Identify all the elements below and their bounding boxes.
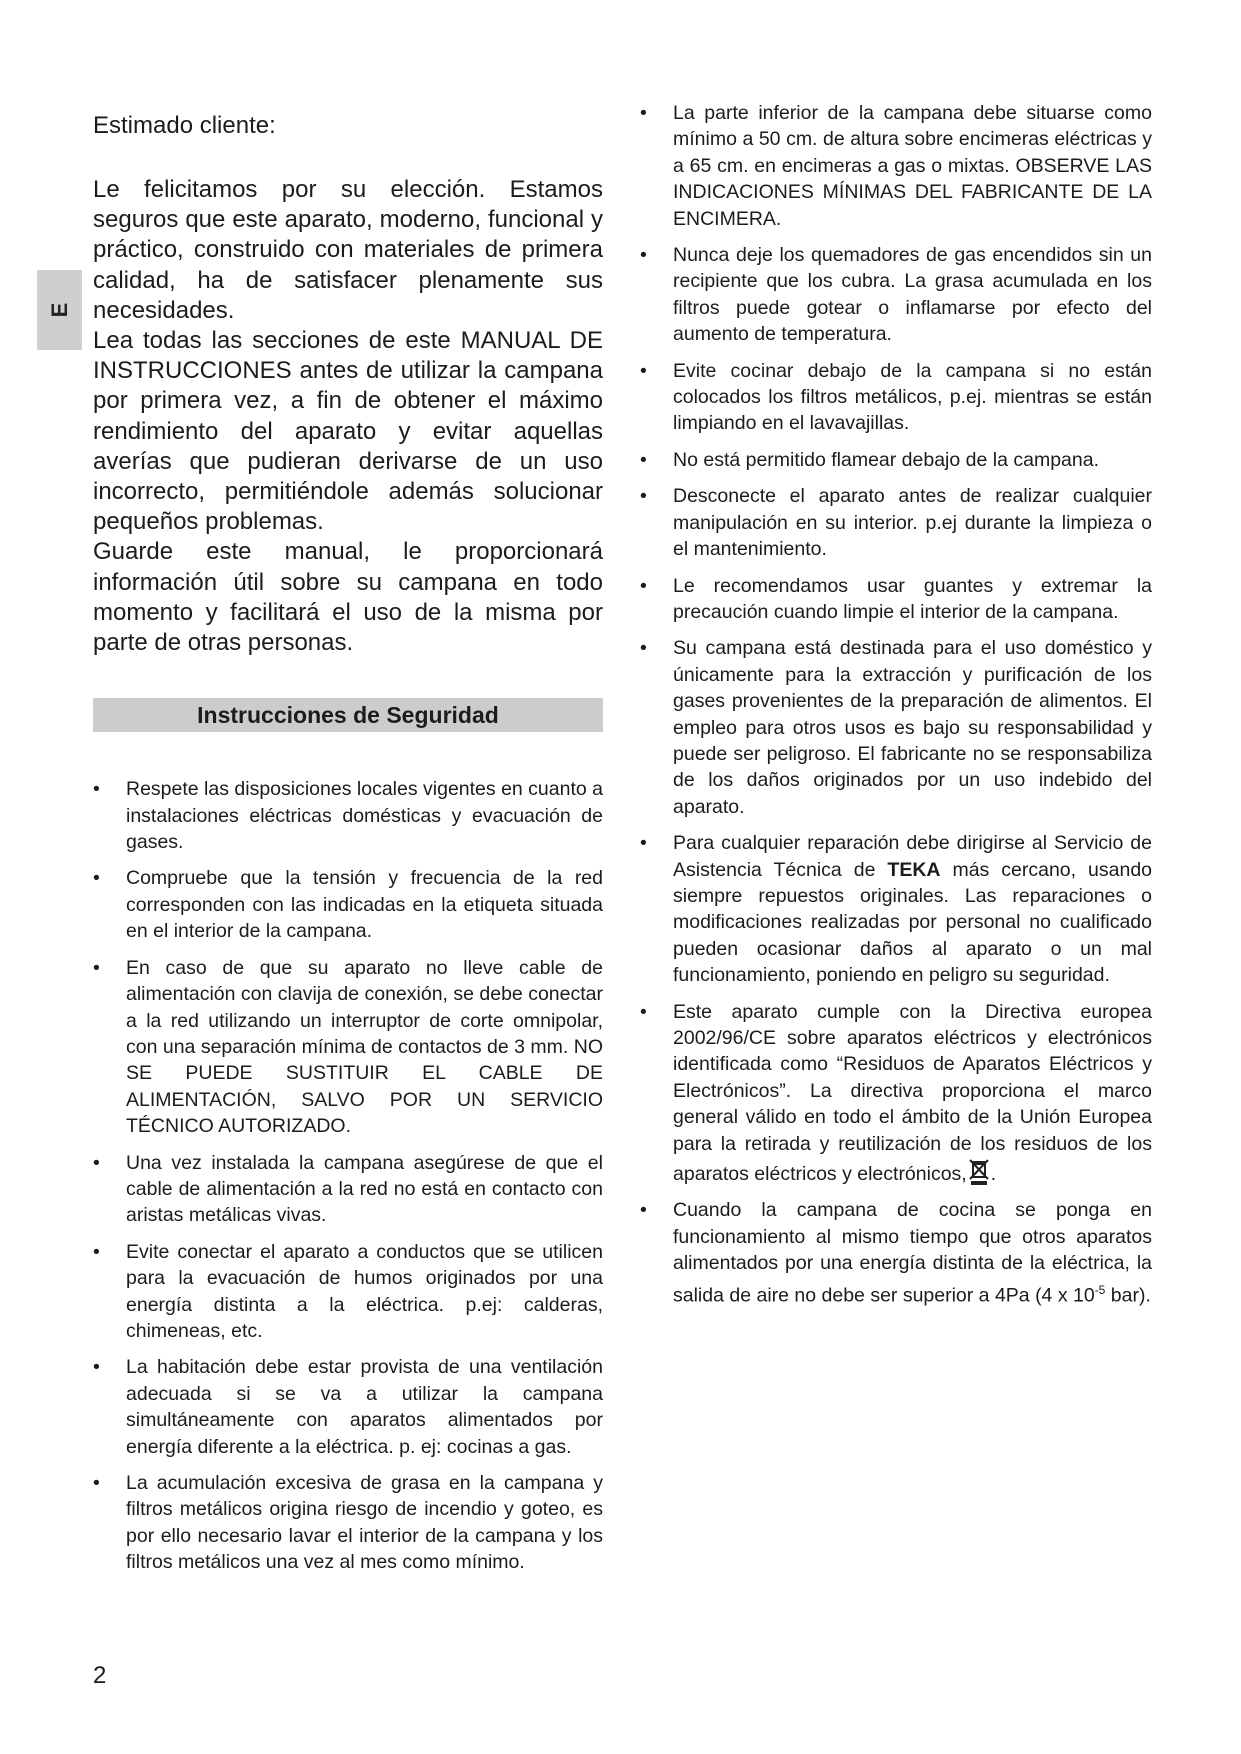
- list-item: • La parte inferior de la campana debe situarse como mínimo a 50 cm. de altura sobre encimeras eléctricas y a 65 cm. en encimeras a gas o mixtas. OBSERVE LAS INDICACIONES MÍNIMAS DEL FABRICANTE DE LA ENCIMERA.: [640, 100, 1152, 232]
- list-item: • La acumulación excesiva de grasa en la campana y filtros metálicos origina riesgo de incendio y goteo, es por ello necesario lavar el interior de la campana y los filtros metálicos una vez al mes como mínimo.: [93, 1470, 603, 1576]
- repair-text-end: más cercano, usando siempre repuestos originales. Las reparaciones o modificaciones realizadas por personal no cualificado pueden ocasionar daños al aparato o un mal funcionamiento, poniendo en peligro su seguridad.: [673, 858, 1153, 987]
- weee-crossed-bin-icon: [967, 1157, 991, 1185]
- list-item: • Le recomendamos usar guantes y extremar la precaución cuando limpie el interior de la campana.: [640, 573, 1152, 626]
- repair-text-start: Para cualquier reparación debe dirigirse al Servicio de Asistencia Técnica de: [673, 832, 1152, 881]
- language-tab: [37, 270, 82, 350]
- weee-text-end: .: [990, 1163, 997, 1186]
- language-tab-label: E: [46, 302, 72, 318]
- list-item-repair: [640, 830, 1152, 988]
- list-item-weee: [640, 999, 1152, 1188]
- weee-text: Este aparato cumple con la Directiva europea 2002/96/CE sobre aparatos eléctricos y electrónicos identificada como “Residuos de Aparatos Eléctricos y Electrónicos”. La directiva proporciona el marco general válido en todo el ámbito de la Unión Europea para la retirada y reutilización de los residuos de los aparatos eléctricos y electrónicos,: [673, 1000, 1152, 1186]
- brand-name: TEKA: [887, 858, 941, 881]
- list-item: • Nunca deje los quemadores de gas encendidos sin un recipiente que los cubra. La grasa acumulada en los filtros puede gotear o inflamarse por efecto del aumento de temperatura.: [640, 242, 1152, 348]
- pressure-text-end: bar).: [1105, 1284, 1151, 1307]
- intro: [93, 175, 603, 658]
- intro-paragraph: Lea todas las secciones de este MANUAL DE INSTRUCCIONES antes de utilizar la campana por primera vez, a fin de obtener el máximo rendimiento del aparato y evitar aquellas averías que pudieran derivarse de un uso incorrecto, permitiéndole además solucionar pequeños problemas.: [93, 327, 603, 536]
- pressure-exponent: -5: [1094, 1282, 1106, 1297]
- list-item: • Su campana está destinada para el uso doméstico y únicamente para la extracción y purificación de los gases provenientes de la preparación de alimentos. El empleo para otros usos es bajo su responsabilidad y puede ser peligroso. El fabricante no se responsabiliza de los daños originados por un uso indebido del aparato.: [640, 635, 1152, 820]
- list-item: • Una vez instalada la campana asegúrese de que el cable de alimentación a la red no está en contacto con aristas metálicas vivas.: [93, 1150, 603, 1229]
- list-item: • No está permitido flamear debajo de la campana.: [640, 447, 1152, 473]
- pressure-text-start: Cuando la campana de cocina se ponga en funcionamiento al mismo tiempo que otros aparatos alimentados por una energía distinta de la eléctrica, la salida de aire no debe ser superior a 4Pa (4 x 10: [673, 1199, 1152, 1307]
- safety-list-left: [93, 776, 603, 1575]
- list-item: • Evite cocinar debajo de la campana si no están colocados los filtros metálicos, p.ej. mientras se están limpiando en el lavavajillas.: [640, 358, 1152, 437]
- list-item: • Desconecte el aparato antes de realizar cualquier manipulación en su interior. p.ej durante la limpieza o el mantenimiento.: [640, 483, 1152, 562]
- list-item: • La habitación debe estar provista de una ventilación adecuada si se va a utilizar la campana simultáneamente con aparatos alimentados por energía diferente a la eléctrica. p. ej: cocinas a gas.: [93, 1354, 603, 1460]
- list-item: • En caso de que su aparato no lleve cable de alimentación con clavija de conexión, se debe conectar a la red utilizando un interruptor de corte omnipolar, con una separación mínima de contactos de 3 mm. NO SE PUEDE SUSTITUIR EL CABLE DE ALIMENTACIÓN, SALVO POR UN SERVICIO TÉCNICO AUTORIZADO.: [93, 955, 603, 1140]
- left-column: [93, 112, 603, 1586]
- list-item: • Compruebe que la tensión y frecuencia de la red corresponden con las indicadas en la etiqueta situada en el interior de la campana.: [93, 865, 603, 944]
- list-item-pressure: [640, 1197, 1152, 1308]
- list-item: • Evite conectar el aparato a conductos que se utilicen para la evacuación de humos originados por una energía distinta a la eléctrica. p.ej: calderas, chimeneas, etc.: [93, 1239, 603, 1345]
- intro-paragraph: Guarde este manual, le proporcionará información útil sobre su campana en todo momento y facilitará el uso de la misma por parte de otras personas.: [93, 538, 603, 657]
- safety-list-right: [640, 100, 1152, 1309]
- list-item: • Respete las disposiciones locales vigentes en cuanto a instalaciones eléctricas domésticas y evacuación de gases.: [93, 776, 603, 855]
- right-column: [640, 100, 1152, 1319]
- intro-paragraph: Le felicitamos por su elección. Estamos seguros que este aparato, moderno, funcional y práctico, construido con materiales de primera calidad, ha de satisfacer plenamente sus necesidades.: [93, 176, 603, 324]
- section-title: Instrucciones de Seguridad: [93, 698, 603, 732]
- greeting: Estimado cliente:: [93, 112, 276, 139]
- page-number: 2: [93, 1662, 107, 1689]
